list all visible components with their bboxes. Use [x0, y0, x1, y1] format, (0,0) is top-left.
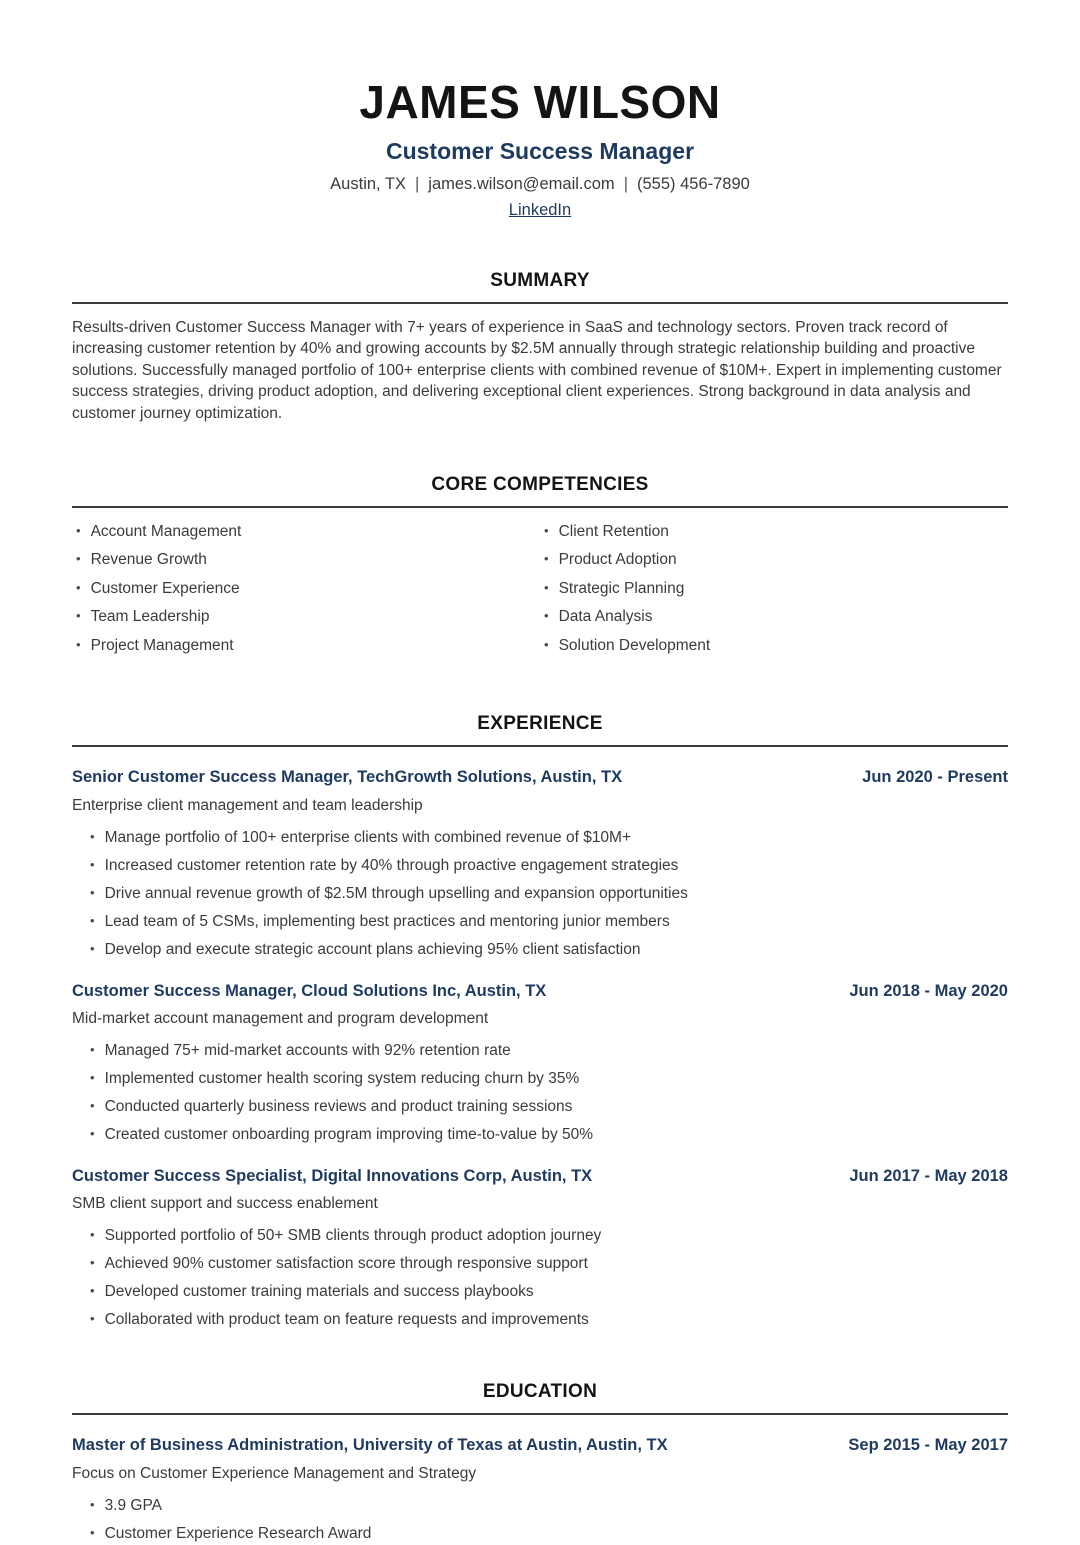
bullet-icon: • — [90, 856, 95, 872]
competency-item — [540, 549, 1008, 571]
bullet-icon: • — [90, 1069, 95, 1085]
bullet-icon: • — [90, 828, 95, 844]
contact-phone: (555) 456-7890 — [636, 175, 750, 194]
competency-label: Product Adoption — [558, 551, 677, 569]
bullet-icon: • — [76, 579, 81, 595]
job-bullet-text: Lead team of 5 CSMs, implementing best practices and mentoring junior members — [104, 912, 670, 930]
competency-item — [72, 606, 540, 628]
bullet-icon: • — [90, 1041, 95, 1057]
job-bullet — [90, 1096, 1008, 1118]
job-entry — [72, 1166, 1008, 1331]
job-bullet-list — [72, 1225, 1008, 1331]
competency-label: Client Retention — [558, 522, 669, 540]
section-divider — [72, 506, 1008, 508]
bullet-icon: • — [90, 1097, 95, 1113]
section-divider — [72, 745, 1008, 747]
job-dates: Jun 2017 - May 2018 — [849, 1166, 1008, 1185]
job-title: Senior Customer Success Manager, TechGrowth Solutions, Austin, TX — [72, 768, 623, 787]
bullet-icon: • — [76, 636, 81, 652]
job-entry — [72, 981, 1008, 1146]
bullet-icon: • — [544, 636, 549, 652]
degree-bullet-text: 3.9 GPA — [104, 1496, 162, 1514]
competency-label: Solution Development — [558, 636, 711, 654]
competencies-right-column — [540, 521, 1008, 664]
competency-item — [540, 635, 1008, 657]
job-title: Customer Success Manager, Cloud Solutions Inc, Austin, TX — [72, 981, 547, 1000]
bullet-icon: • — [544, 579, 549, 595]
job-bullet-text: Implemented customer health scoring system reducing churn by 35% — [104, 1069, 580, 1087]
section-core-competencies — [72, 474, 1008, 663]
bullet-icon: • — [90, 1227, 95, 1243]
degree-bullet — [90, 1523, 1008, 1545]
job-bullet-text: Collaborated with product team on feature requests and improvements — [104, 1311, 589, 1329]
competency-item — [540, 578, 1008, 600]
job-dates: Jun 2020 - Present — [862, 768, 1008, 787]
competency-label: Strategic Planning — [558, 579, 685, 597]
bullet-icon: • — [90, 1125, 95, 1141]
degree-header — [72, 1435, 1008, 1456]
competency-label: Customer Experience — [90, 579, 240, 597]
job-dates: Jun 2018 - May 2020 — [849, 981, 1008, 1000]
bullet-icon: • — [76, 608, 81, 624]
resume-header — [72, 78, 1008, 220]
linkedin-row — [72, 201, 1008, 220]
contact-location: Austin, TX — [330, 175, 406, 194]
competency-item — [72, 521, 540, 543]
job-entry — [72, 767, 1008, 960]
contact-email: james.wilson@email.com — [428, 175, 615, 194]
competency-item — [540, 606, 1008, 628]
job-bullet-text: Manage portfolio of 100+ enterprise clients with combined revenue of $10M+ — [104, 828, 632, 846]
competency-label: Revenue Growth — [90, 551, 207, 569]
section-education — [72, 1381, 1008, 1544]
job-bullet — [90, 827, 1008, 849]
section-summary — [72, 270, 1008, 424]
contact-line — [72, 174, 1008, 195]
job-bullet-text: Drive annual revenue growth of $2.5M through upselling and expansion opportunities — [104, 884, 688, 902]
bullet-icon: • — [90, 1311, 95, 1327]
competency-item — [72, 635, 540, 657]
job-bullet — [90, 1281, 1008, 1303]
section-divider — [72, 1413, 1008, 1415]
bullet-icon: • — [90, 1255, 95, 1271]
competencies-grid — [72, 521, 1008, 664]
job-bullet — [90, 911, 1008, 933]
job-bullet-text: Develop and execute strategic account plans achieving 95% client satisfaction — [104, 940, 641, 958]
degree-subtitle: Focus on Customer Experience Management and Strategy — [72, 1464, 477, 1482]
section-experience — [72, 713, 1008, 1331]
degree-bullet-text: Customer Experience Research Award — [104, 1524, 372, 1542]
degree-title: Master of Business Administration, University of Texas at Austin, Austin, TX — [72, 1436, 668, 1455]
job-bullet-text: Increased customer retention rate by 40% through proactive engagement strategies — [104, 856, 679, 874]
competency-item — [72, 549, 540, 571]
job-subtitle: SMB client support and success enablement — [72, 1195, 378, 1213]
bullet-icon: • — [76, 522, 81, 538]
summary-heading: SUMMARY — [490, 269, 590, 291]
experience-heading: EXPERIENCE — [477, 713, 603, 735]
job-bullet — [90, 855, 1008, 877]
bullet-icon: • — [544, 522, 549, 538]
job-bullet — [90, 883, 1008, 905]
competencies-heading: CORE COMPETENCIES — [431, 474, 649, 496]
competencies-left-column — [72, 521, 540, 664]
job-bullet-text: Achieved 90% customer satisfaction score through responsive support — [104, 1255, 588, 1273]
job-bullet — [90, 1068, 1008, 1090]
competency-label: Project Management — [90, 636, 234, 654]
job-title: Customer Success Specialist, Digital Innovations Corp, Austin, TX — [72, 1166, 593, 1185]
competency-label: Account Management — [90, 522, 242, 540]
bullet-icon: • — [90, 1524, 95, 1540]
job-bullet — [90, 1124, 1008, 1146]
job-bullet-list — [72, 1040, 1008, 1146]
job-bullet-text: Supported portfolio of 50+ SMB clients through product adoption journey — [104, 1227, 602, 1245]
job-bullet — [90, 1225, 1008, 1247]
candidate-name: JAMES WILSON — [359, 76, 721, 128]
competency-item — [540, 521, 1008, 543]
degree-dates: Sep 2015 - May 2017 — [848, 1436, 1008, 1455]
bullet-icon: • — [76, 551, 81, 567]
job-bullet — [90, 1253, 1008, 1275]
degree-bullet — [90, 1495, 1008, 1517]
competency-label: Data Analysis — [558, 608, 653, 626]
job-bullet-text: Managed 75+ mid-market accounts with 92% retention rate — [104, 1041, 511, 1059]
job-bullet-text: Conducted quarterly business reviews and product training sessions — [104, 1097, 573, 1115]
job-bullet — [90, 1309, 1008, 1331]
degree-entry — [72, 1435, 1008, 1544]
contact-separator: | — [415, 175, 420, 194]
job-bullet-text: Developed customer training materials and success playbooks — [104, 1283, 534, 1301]
bullet-icon: • — [544, 608, 549, 624]
job-header — [72, 981, 1008, 1002]
job-bullet-text: Created customer onboarding program improving time-to-value by 50% — [104, 1125, 594, 1143]
degree-bullet-list — [72, 1495, 1008, 1545]
job-bullet-list — [72, 827, 1008, 961]
competency-label: Team Leadership — [90, 608, 210, 626]
job-subtitle: Mid-market account management and program development — [72, 1010, 489, 1028]
bullet-icon: • — [544, 551, 549, 567]
job-header — [72, 1166, 1008, 1187]
job-subtitle: Enterprise client management and team leadership — [72, 796, 423, 814]
job-bullet — [90, 939, 1008, 961]
bullet-icon: • — [90, 1283, 95, 1299]
bullet-icon: • — [90, 1496, 95, 1512]
bullet-icon: • — [90, 912, 95, 928]
linkedin-link[interactable]: LinkedIn — [508, 200, 572, 219]
candidate-title: Customer Success Manager — [385, 138, 695, 165]
contact-separator: | — [623, 175, 628, 194]
competency-item — [72, 578, 540, 600]
bullet-icon: • — [90, 884, 95, 900]
education-heading: EDUCATION — [482, 1381, 598, 1403]
bullet-icon: • — [90, 940, 95, 956]
summary-text: Results-driven Customer Success Manager with 7+ years of experience in SaaS and technology sectors. Proven track record of increasing customer retention by 40% and growing accounts by $2.5M annually through strategic relationship building and proactive solutions. Successfully managed portfolio of 100+ enterprise clients with combined revenue of $10M+. Expert in implementing customer success strategies, driving product adoption, and delivering exceptional client experiences. Strong background in data analysis and customer journey optimization. — [72, 318, 1002, 422]
section-divider — [72, 302, 1008, 304]
job-header — [72, 767, 1008, 788]
job-bullet — [90, 1040, 1008, 1062]
